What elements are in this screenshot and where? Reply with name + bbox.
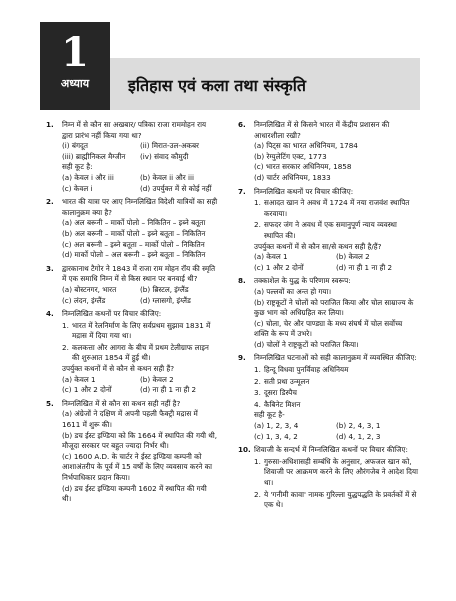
question-number: 10. — [238, 445, 251, 455]
answer-choice: (d) मार्को पोलो – अल बरूनी – इब्ने बतूता – निकितिन — [62, 250, 206, 260]
statement-text: कलकत्ता और आगरा के बीच में प्रथम टेलीग्राफ लाइन की शुरुआत 1854 में हुई थी। — [72, 342, 209, 363]
answer-choice: (c) 1 और 2 दोनों — [62, 385, 112, 395]
statement-number: 1. — [254, 198, 261, 208]
answer-choice: (c) केवल i — [62, 183, 93, 193]
question-item — [46, 264, 218, 306]
question-body — [62, 120, 218, 194]
question-item — [46, 120, 218, 194]
answer-row — [62, 184, 218, 195]
answer-row — [62, 229, 218, 240]
statement-item — [254, 400, 418, 411]
answer-choice: (c) 1600 A.D. के चार्टर ने ईस्ट इण्डिया कम्पनी को आशाअंतरीप के पूर्व में 15 वर्षों के लिए व्यवसाय करने का निर्भपाधिकार प्रदान किया। — [62, 451, 213, 482]
answer-choice: (d) उपर्युक्त में से कोई नहीं — [140, 183, 212, 193]
answer-choice: (a) केवल 1 — [254, 252, 288, 262]
answer-choice: (a) केवल i और iii — [62, 172, 114, 182]
question-number: 9. — [238, 353, 246, 363]
statement-text: भारत में रेलनिर्माण के लिए सर्वप्रथम सुझाव 1831 में मद्रास में दिया गया था। — [72, 320, 211, 341]
statement-number: 1. — [62, 320, 69, 330]
statement-text: सती प्रथा उन्मूलन — [264, 376, 310, 386]
question-number: 5. — [46, 398, 54, 408]
question-item — [238, 353, 418, 442]
statement-item — [62, 343, 218, 364]
option-item: (ii) मिरात-उल-अकबर — [140, 141, 199, 151]
option-item: (i) बंगदूत — [62, 141, 88, 151]
question-body — [62, 197, 218, 261]
option-row — [62, 141, 218, 152]
answer-row — [254, 340, 418, 351]
answer-row — [254, 141, 418, 152]
answer-row — [62, 452, 218, 484]
answer-choice: (a) पल्लवों का अन्त हो गया। — [254, 286, 332, 296]
question-text: भारत की यात्रा पर आए निम्नलिखित विदेशी यात्रियों का सही कालानुक्रम क्या है? — [62, 197, 218, 217]
answer-prompt: सही कूट है: — [62, 162, 93, 172]
answer-choice: (d) ग्लासगो, इंग्लैंड — [140, 295, 191, 305]
statement-item — [62, 321, 218, 342]
question-number: 1. — [46, 120, 54, 129]
answer-row — [254, 298, 418, 319]
answer-row — [254, 173, 418, 184]
answer-choice: (a) अल बरूनी – मार्को पोलो – निकितिन – इब्ने बतूता — [62, 218, 206, 228]
answer-choice: (b) राष्ट्रकूटों ने चोलों को पराजित किया और चोल साम्राज्य के कुछ भाग को अधिग्रहित कर लिया। — [254, 297, 414, 318]
statement-number: 3. — [254, 388, 261, 398]
question-item — [238, 445, 418, 511]
statement-number: 2. — [254, 489, 261, 499]
statement-text: सआदत खान ने अवध में 1724 में नया राजवंश स्थापित करवाया। — [264, 198, 410, 218]
question-text: निम्नलिखित घटनाओं को सही कालानुक्रम में व्यवस्थित कीजिए: — [254, 353, 417, 363]
option-item: (iv) संवाद कौमुदी — [140, 151, 189, 161]
answer-choice: (a) बोस्टनगर, भारत — [62, 284, 117, 294]
question-text: निम्नलिखित कथनों पर विचार कीजिए: — [62, 309, 162, 319]
answer-choice: (d) चार्टर अधिनियम, 1833 — [254, 172, 331, 182]
statement-item — [254, 377, 418, 388]
answer-prompt: उपर्युक्त कथनों में से कौन से कथन सही हैं? — [62, 364, 175, 374]
question-text: निम्नलिखित कथनों पर विचार कीजिए: — [254, 186, 354, 196]
question-body — [62, 264, 218, 306]
question-text: निम्नलिखित में से किसने भारत में केंद्रीय प्रशासन की आधारशीला रखी? — [254, 120, 390, 140]
answer-choice: (b) केवल 2 — [336, 252, 370, 262]
answer-row — [254, 421, 418, 432]
answer-row — [254, 263, 418, 274]
answer-choice: (b) रेग्युलेटिंग एक्ट, 1773 — [254, 151, 327, 161]
answer-prompt: सही कूट है- — [254, 410, 285, 420]
chapter-number: 1 — [61, 29, 89, 76]
question-number: 6. — [238, 120, 246, 129]
question-number: 2. — [46, 197, 54, 207]
answer-choice: (c) अल बरूनी – इब्ने बतूता – मार्को पोलो – निकितिन — [62, 239, 205, 249]
answer-choice: (b) ब्रिस्टल, इंग्लैंड — [140, 284, 189, 294]
statement-number: 2. — [254, 220, 261, 230]
statement-item — [254, 220, 418, 241]
statement-number: 4. — [254, 399, 261, 409]
answer-row — [254, 152, 418, 163]
question-body — [254, 120, 418, 184]
answer-choice: (d) 4, 1, 2, 3 — [336, 431, 381, 441]
answer-choice: (b) केवल ii और iii — [140, 172, 194, 182]
answer-choice: (c) लंदन, इंग्लैंड — [62, 295, 106, 305]
answer-row — [62, 484, 218, 505]
answer-choice: (a) केवल 1 — [62, 374, 96, 384]
answer-choice: (a) पिट्स का भारत अधिनियम, 1784 — [254, 141, 358, 151]
answer-choice: (d) ना ही 1 ना ही 2 — [336, 262, 393, 272]
question-body — [254, 276, 418, 350]
left-question-column — [46, 120, 218, 508]
chapter-title: इतिहास एवं कला तथा संस्कृति — [128, 76, 306, 95]
answer-choice: (d) डच ईस्ट इण्डिया कम्पनी 1602 में स्थापित की गयी थी। — [62, 483, 207, 504]
answer-row — [62, 296, 218, 307]
question-item — [238, 120, 418, 184]
question-text: निम्नलिखित में से कौन सा कथन सही नहीं है? — [62, 398, 181, 408]
question-item — [46, 197, 218, 261]
answer-choice: (c) भारत सरकार अधिनियम, 1858 — [254, 162, 352, 172]
question-item — [46, 399, 218, 505]
answer-choice: (b) 2, 4, 3, 1 — [336, 421, 381, 431]
option-row — [62, 152, 218, 163]
statement-item — [254, 457, 418, 489]
answer-row — [62, 218, 218, 229]
statement-text: हिन्दू विधवा पुनर्विवाह अधिनियम — [264, 365, 349, 375]
answer-row — [62, 173, 218, 184]
answer-row — [254, 319, 418, 340]
statement-item — [254, 490, 418, 511]
question-number: 4. — [46, 309, 54, 319]
answer-row — [254, 252, 418, 263]
question-item — [238, 187, 418, 274]
chapter-badge — [40, 22, 110, 110]
answer-row — [254, 432, 418, 443]
question-body — [254, 187, 418, 274]
question-number: 3. — [46, 263, 54, 273]
answer-row — [62, 385, 218, 396]
question-text: शिवाजी के सन्दर्भ में निम्नलिखित कथनों पर विचार कीजिए: — [254, 445, 408, 455]
question-body — [254, 445, 418, 511]
answer-choice: (b) केवल 2 — [140, 374, 174, 384]
answer-row — [62, 250, 218, 261]
answer-choice: (a) अंग्रेजों ने दक्षिण में अपनी पहली फैक्ट्री मद्रास में 1611 में शुरू की। — [62, 409, 198, 430]
answer-row — [62, 285, 218, 296]
statement-text: सफदर जंग ने अवध में एक समानुपूर्ण न्याय व्यवस्था स्थापित की। — [264, 220, 397, 240]
answer-choice: (a) 1, 2, 3, 4 — [254, 421, 299, 431]
statement-number: 1. — [254, 456, 261, 466]
answer-row — [254, 162, 418, 173]
statement-number: 2. — [254, 376, 261, 386]
answer-choice: (c) चोला, चेर और पाण्ड्या के मध्य संघर्ष में चोल सर्वोच्च शक्ति के रूप में उभरे। — [254, 318, 403, 339]
question-item — [46, 309, 218, 396]
question-body — [62, 399, 218, 505]
question-text: द्वारकानाथ टैगोर ने 1843 में राजा राम मोहन रॉय की स्मृति में एक समाधि निम्न में से किस स्थान पर बनवाई थी? — [62, 263, 216, 284]
right-question-column — [238, 120, 418, 514]
statement-text: दूसरा डिस्पैच — [264, 388, 297, 398]
answer-row — [62, 240, 218, 251]
question-body — [62, 309, 218, 396]
statement-item — [254, 198, 418, 219]
statement-item — [254, 388, 418, 399]
question-text: निम्न में से कौन सा अखबार/ पत्रिका राजा राममोहन राय द्वारा प्रारंभ नहीं किया गया था? — [62, 120, 207, 140]
answer-row — [62, 431, 218, 452]
statement-number: 2. — [62, 342, 69, 352]
answer-choice: (d) चोलों ने राष्ट्रकूटों को पराजित किया। — [254, 339, 359, 349]
answer-choice: (d) ना ही 1 ना ही 2 — [140, 385, 197, 395]
statement-number: 1. — [254, 365, 261, 375]
question-text: तक्काशेल के युद्ध के परिणाम स्वरूप: — [254, 276, 351, 286]
answer-choice: (b) अल बरूनी – मार्को पोलो – इब्ने बतूता – निकितिन — [62, 228, 206, 238]
option-item: (iii) ब्राह्मीनिकल मैग्जीन — [62, 151, 126, 161]
answer-row — [254, 287, 418, 298]
question-number: 7. — [238, 186, 246, 196]
statement-item — [254, 365, 418, 376]
answer-row — [62, 409, 218, 430]
question-body — [254, 353, 418, 442]
answer-choice: (b) डच ईस्ट इण्डिया को कि 1664 में स्थापित की गयी थी, मौजूदा सरकार पर बहुत ज्यादा निर्भर थी। — [62, 430, 218, 451]
question-number: 8. — [238, 276, 246, 286]
answer-choice: (c) 1 और 2 दोनों — [254, 262, 304, 272]
statement-text: गुरुसा-अधिशासही सम्बंधि के अनुसार, अफजल खान को, शिवाजी पर आक्रमण करने के लिए औरंगजेब ने आदेश दिया था। — [264, 456, 418, 487]
answer-prompt: उपर्युक्त कथनों में से कौन सा/से कथन सही है/हैं? — [254, 241, 382, 251]
answer-row — [62, 375, 218, 386]
statement-text: कैबिनेट मिशन — [264, 399, 301, 409]
question-item — [238, 276, 418, 350]
statement-text: ये 'गनीमी कावा' नामक गुरिल्ला युद्धपद्धति के प्रवर्तकों में से एक थे। — [264, 489, 417, 510]
answer-choice: (c) 1, 3, 4, 2 — [254, 431, 298, 441]
chapter-label: अध्याय — [60, 77, 90, 90]
